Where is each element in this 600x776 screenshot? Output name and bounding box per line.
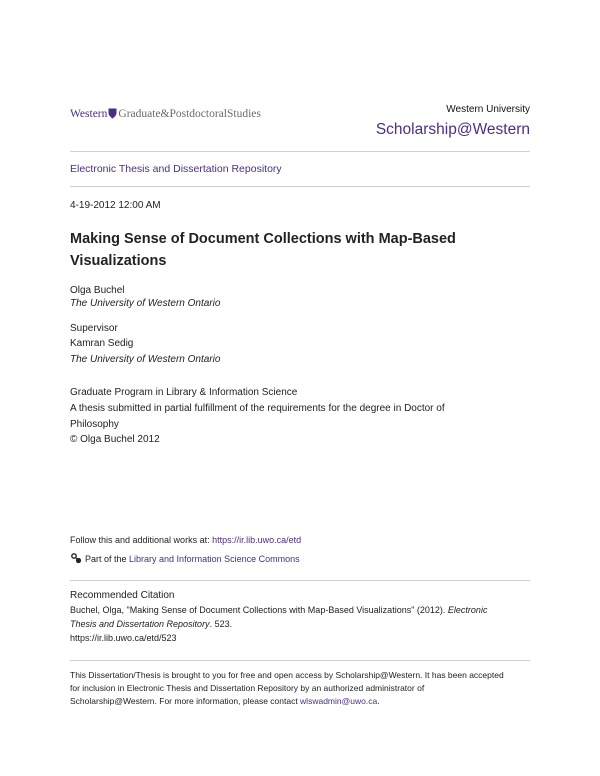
citation-heading: Recommended Citation — [70, 590, 175, 601]
author-affiliation: The University of Western Ontario — [70, 298, 221, 309]
follow-text: Follow this and additional works at: — [70, 535, 213, 545]
contact-email-link[interactable]: wlswadmin@uwo.ca — [300, 696, 378, 706]
citation-line1 — [70, 604, 487, 617]
shield-icon — [108, 108, 117, 119]
divider-citation — [70, 580, 530, 581]
citation-text: Buchel, Olga, "Making Sense of Document Collections with Map-Based Visualizations" (2012). — [70, 605, 448, 615]
citation-line2 — [70, 618, 232, 631]
part-of-text: Part of the — [85, 554, 130, 564]
part-of-line — [70, 552, 300, 567]
footer-contact-text: Scholarship@Western. For more information, please contact — [70, 696, 301, 706]
footer-line2: for inclusion in Electronic Thesis and Dissertation Repository by an authorized administrator of — [70, 683, 425, 693]
divider-top — [70, 151, 530, 152]
thesis-statement-line1: A thesis submitted in partial fulfillment of the requirements for the degree in Doctor of — [70, 403, 445, 414]
site-name[interactable]: Scholarship@Western — [375, 121, 530, 138]
thesis-statement-line2: Philosophy — [70, 419, 119, 430]
western-logo — [70, 108, 261, 120]
supervisor-label: Supervisor — [70, 323, 118, 334]
citation-journal-b: Thesis and Dissertation Repository — [70, 619, 210, 629]
divider-footer — [70, 660, 530, 661]
logo-subtitle: Graduate&PostdoctoralStudies — [118, 108, 261, 120]
publication-date: 4-19-2012 12:00 AM — [70, 200, 161, 211]
copyright: © Olga Buchel 2012 — [70, 434, 160, 445]
supervisor-name: Kamran Sedig — [70, 338, 134, 349]
author-name: Olga Buchel — [70, 285, 125, 296]
citation-journal-a: Electronic — [447, 605, 488, 615]
divider-second — [70, 186, 530, 187]
footer-period: . — [377, 696, 380, 706]
supervisor-affiliation: The University of Western Ontario — [70, 354, 221, 365]
etd-link[interactable]: https://ir.lib.uwo.ca/etd — [212, 535, 302, 545]
document-title: Making Sense of Document Collections with Map-Based Visualizations — [70, 231, 456, 269]
footer-line3 — [70, 695, 380, 708]
repository-link[interactable]: Electronic Thesis and Dissertation Repository — [70, 163, 282, 175]
program-name: Graduate Program in Library & Information Science — [70, 387, 298, 398]
citation-suffix: . 523. — [209, 619, 233, 629]
institution-name: Western University — [446, 104, 530, 115]
logo-brand: Western — [70, 108, 108, 120]
network-commons-icon — [70, 552, 82, 564]
follow-line — [70, 533, 301, 548]
citation-link[interactable]: https://ir.lib.uwo.ca/etd/523 — [70, 633, 177, 643]
commons-link[interactable]: Library and Information Science Commons — [129, 554, 300, 564]
footer-line1: This Dissertation/Thesis is brought to you for free and open access by Scholarship@Western. It has been accepted — [70, 670, 504, 680]
